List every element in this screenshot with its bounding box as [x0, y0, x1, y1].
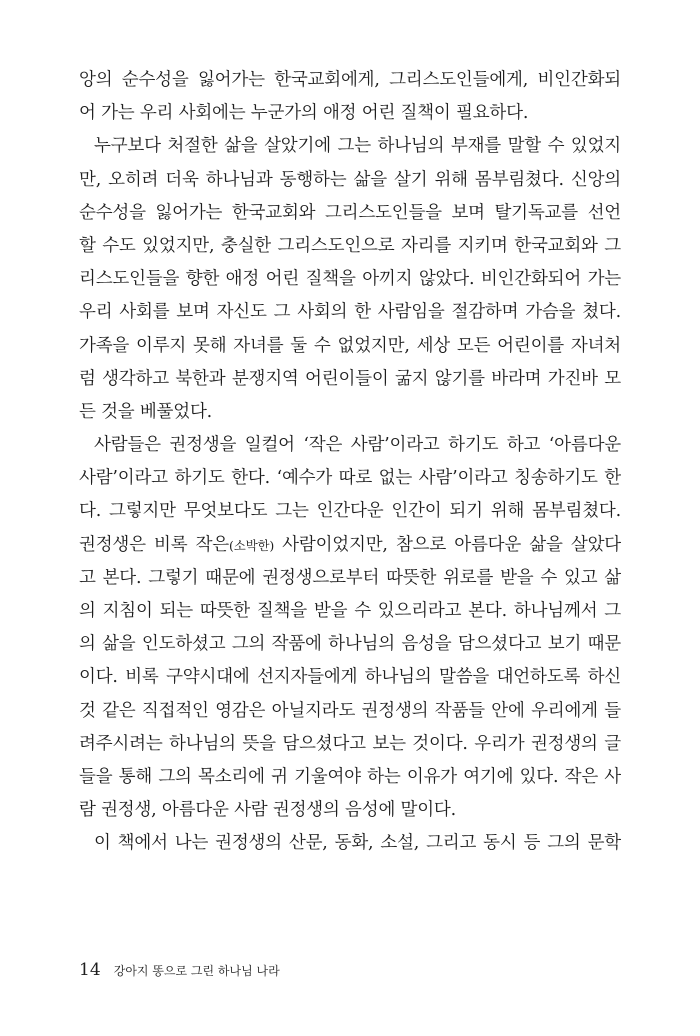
- text-line: 든 것을 베풀었다.: [79, 401, 213, 422]
- text-line: 할 수도 있었지만, 충실한 그리스도인으로 자리를 지키며 한국교회와 그: [79, 235, 621, 256]
- text-line: 들을 통해 그의 목소리에 귀 기울여야 하는 이유가 여기에 있다. 작은 사: [79, 766, 621, 787]
- page-number: 14: [79, 960, 101, 980]
- text-line: 의 지침이 되는 따뜻한 질책을 받을 수 있으리라고 본다. 하나님께서 그: [79, 601, 621, 621]
- text-line: 누구보다 처절한 삶을 살았기에 그는 하나님의 부재를 말할 수 있었지: [94, 136, 621, 157]
- text-line: 만, 오히려 더욱 하나님과 동행하는 삶을 살기 위해 몸부림쳤다. 신앙의: [79, 169, 621, 190]
- text-line: 앙의 순수성을 잃어가는 한국교회에게, 그리스도인들에게, 비인간화되: [79, 70, 621, 90]
- page-footer: [79, 958, 280, 982]
- text-line: 것 같은 직접적인 영감은 아닐지라도 권정생의 작품들 안에 우리에게 들: [79, 700, 621, 721]
- text-line: 람 권정생, 아름다운 사람 권정생의 음성에 말이다.: [79, 800, 457, 821]
- text-segment: 권정생은 비록 작은: [79, 534, 230, 555]
- body-text: [79, 64, 621, 861]
- text-line: 가족을 이루지 못해 자녀를 둘 수 없었지만, 세상 모든 어린이를 자녀처: [79, 335, 621, 356]
- text-line: 고 본다. 그렇기 때문에 권정생으로부터 따뜻한 위로를 받을 수 있고 삶: [79, 567, 621, 588]
- text-line: 사람’이라고 하기도 한다. ‘예수가 따로 없는 사람’이라고 칭송하기도 한: [79, 468, 621, 489]
- text-line: 어 가는 우리 사회에는 누군가의 애정 어린 질책이 필요하다.: [79, 103, 529, 124]
- text-line: 우리 사회를 보며 자신도 그 사회의 한 사람임을 절감하며 가슴을 쳤다.: [79, 302, 621, 323]
- text-line: 이 책에서 나는 권정생의 산문, 동화, 소설, 그리고 동시 등 그의 문학: [94, 833, 621, 854]
- text-segment: 사람이었지만, 참으로 아름다운 삶을 살았다: [274, 534, 621, 555]
- inline-note: (소박한): [229, 537, 274, 553]
- text-line: 럼 생각하고 북한과 분쟁지역 어린이들이 굶지 않기를 바라며 가진바 모: [79, 368, 621, 389]
- text-line: 의 삶을 인도하셨고 그의 작품에 하나님의 음성을 담으셨다고 보기 때문: [79, 634, 621, 655]
- text-line: 순수성을 잃어가는 한국교회와 그리스도인들을 보며 탈기독교를 선언: [79, 202, 621, 223]
- text-line: 다. 그렇지만 무엇보다도 그는 인간다운 인간이 되기 위해 몸부림쳤다.: [79, 501, 621, 522]
- text-line: 려주시려는 하나님의 뜻을 담으셨다고 보는 것이다. 우리가 권정생의 글: [79, 733, 621, 754]
- text-line: [79, 529, 621, 562]
- running-title: 강아지 똥으로 그린 하나님 나라: [113, 964, 280, 978]
- text-line: 이다. 비록 구약시대에 선지자들에게 하나님의 말씀을 대언하도록 하신: [79, 667, 621, 688]
- text-line: 리스도인들을 향한 애정 어린 질책을 아끼지 않았다. 비인간화되어 가는: [79, 269, 621, 290]
- text-line: 사람들은 권정생을 일컬어 ‘작은 사람’이라고 하기도 하고 ‘아름다운: [94, 435, 621, 456]
